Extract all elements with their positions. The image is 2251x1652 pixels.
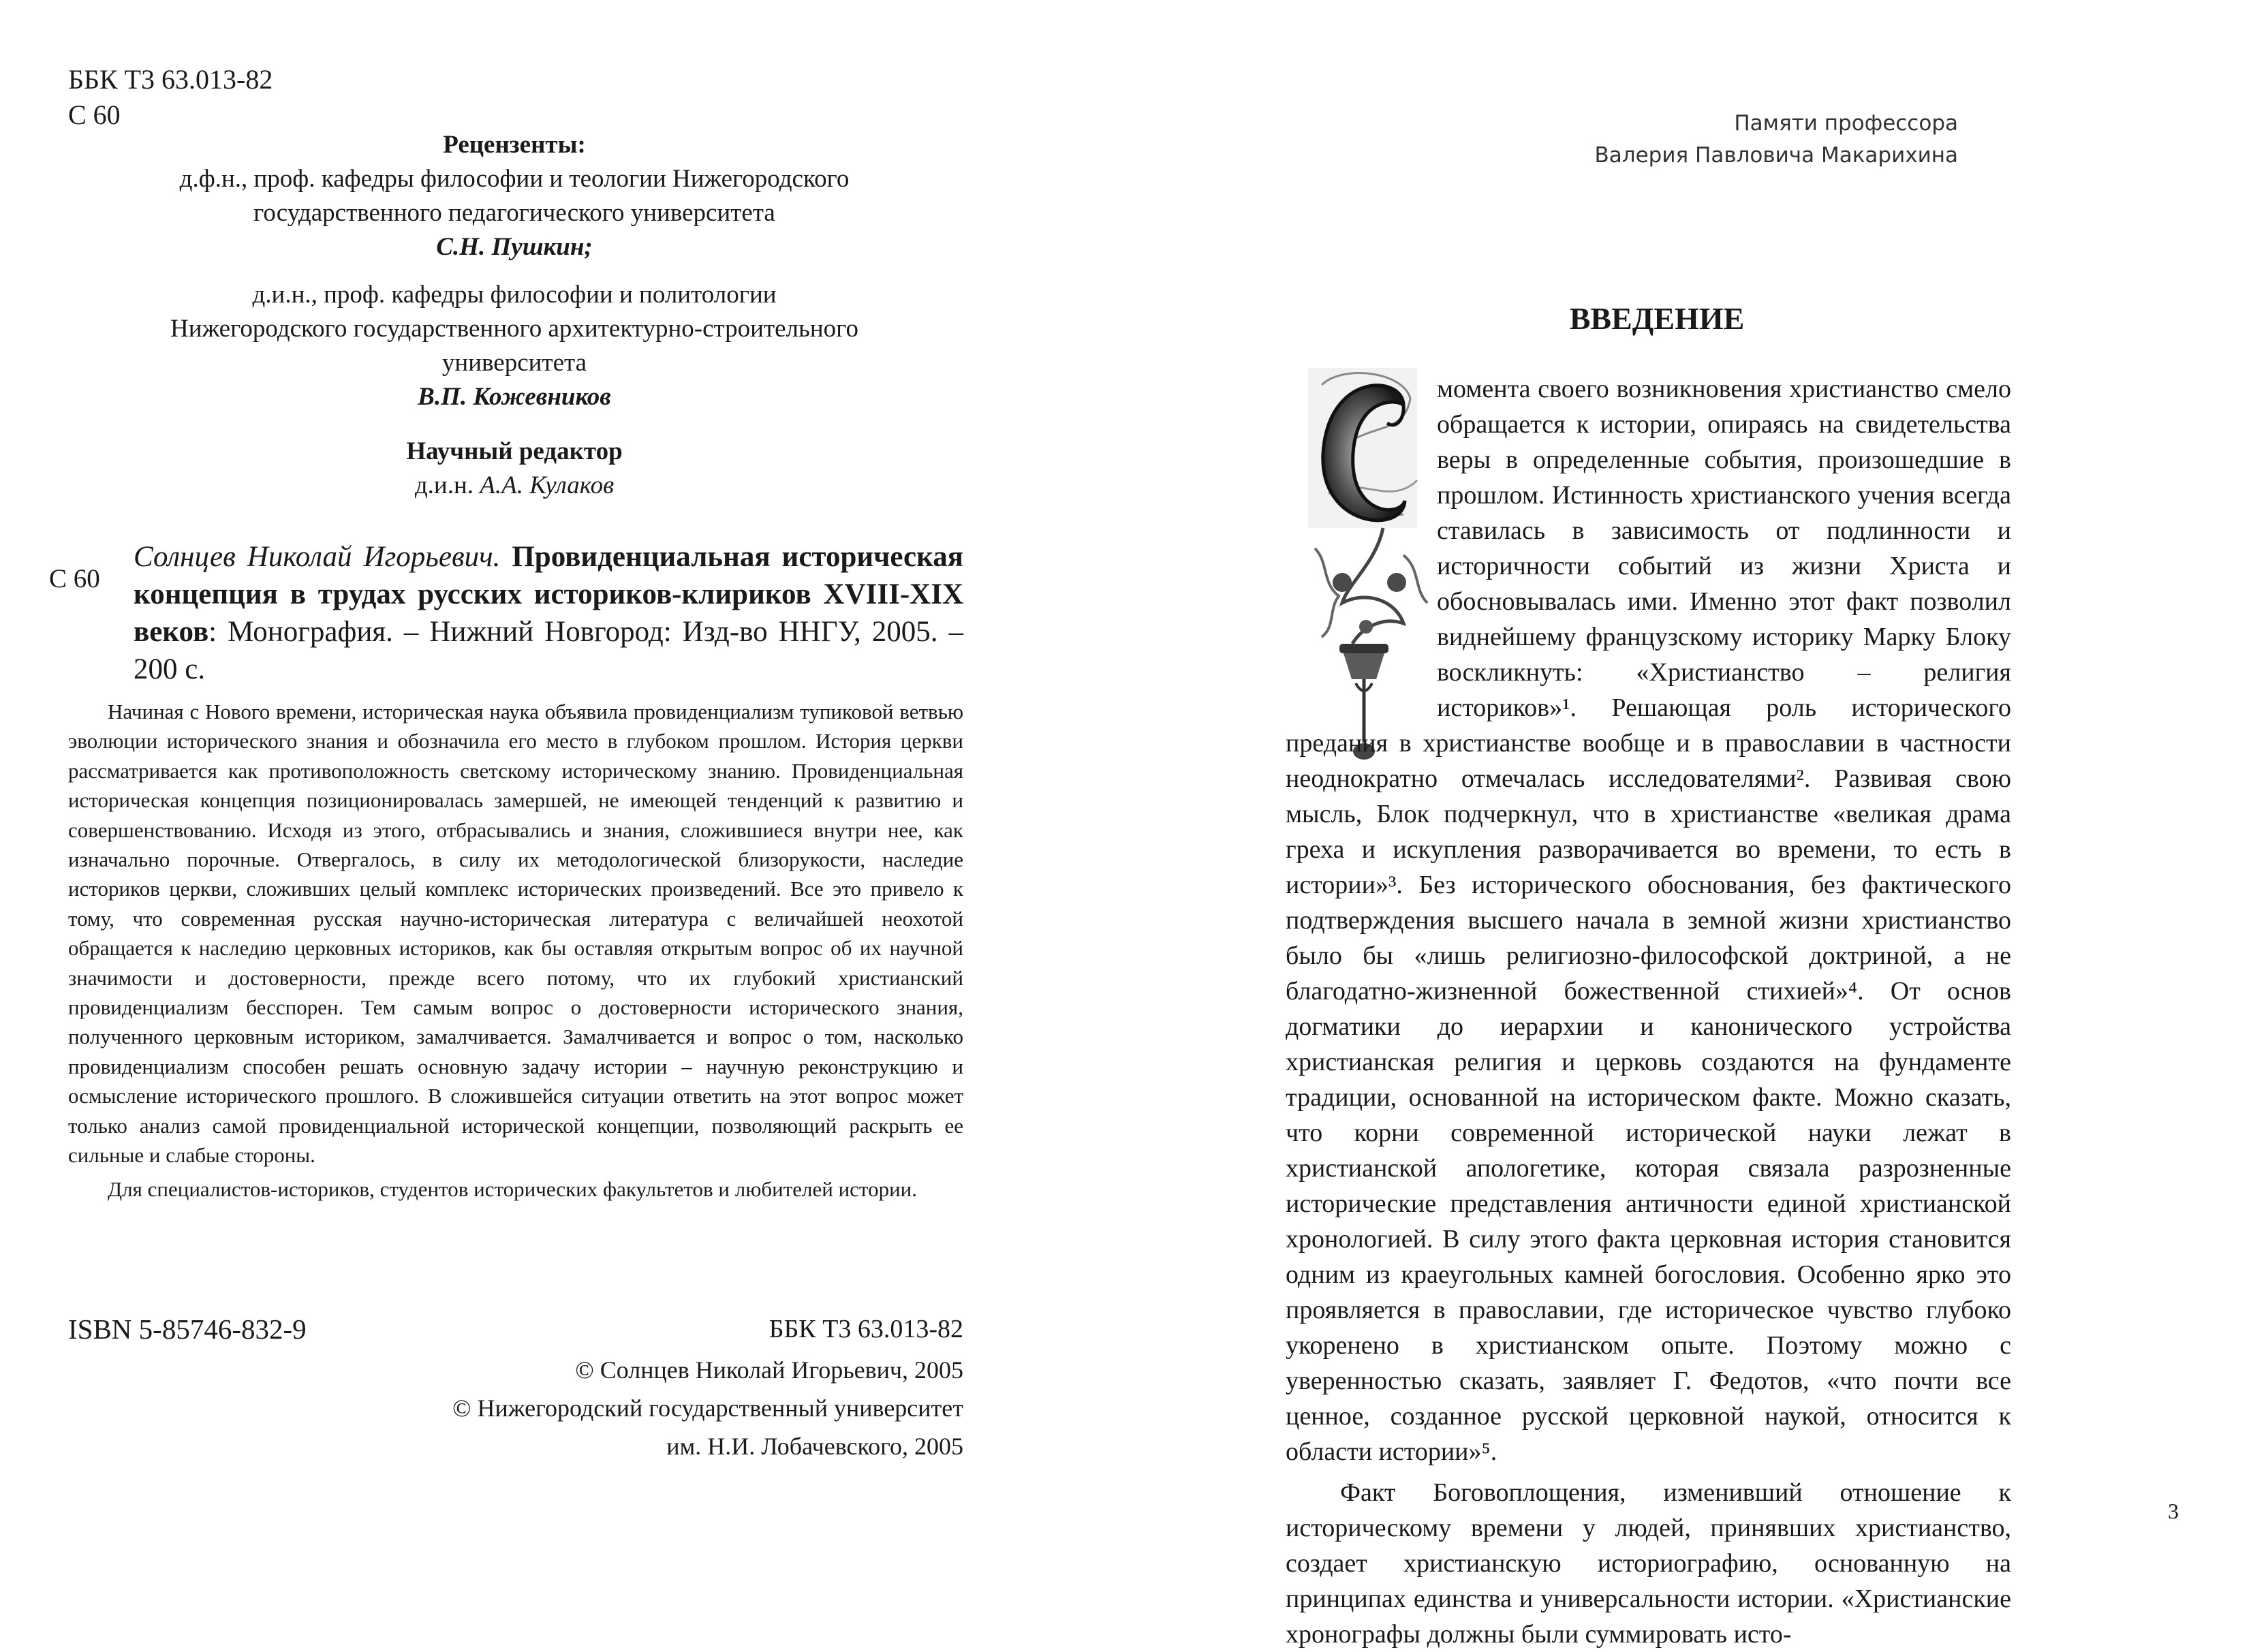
bbk-bottom: ББК Т3 63.013-82 — [769, 1315, 963, 1343]
biblio-mark: С 60 — [49, 564, 100, 593]
editor-line — [123, 469, 906, 503]
reviewer1-affiliation-line2: государственного педагогического университета — [253, 199, 775, 227]
reviewer2-affiliation-line1: д.и.н., проф. кафедры философии и политологии — [252, 281, 777, 309]
isbn: ISBN 5-85746-832-9 — [68, 1313, 307, 1345]
left-page — [0, 0, 1126, 1596]
paragraph-1: момента своего возникновения христианство смело обращается к истории, опираясь на свидетельства веры в определенные события, произошедшие в прошлом. Истинность христианского учения всегда ставилась в зависимость от подлинности и историчности событий из жизни Христа и обосновывалась ими. Именно этот факт позволил виднейшему французскому историку Марку Блоку воскликнуть: «Христианство – религия историков»¹. Решающая роль исторического предания в христианстве вообще и в православии в частности неоднократно отмечалась исследователями². Развивая свою мысль, Блок подчеркнул, что в христианстве «великая драма греха и искупления разворачивается во времени, то есть в истории»³. Без исторического обоснования, без фактического подтверждения высшего начала в земной жизни христианство было бы «лишь религиозно-философской доктриной, а не благодатно-жизненной божественной стихией»⁴. От основ догматики до иерархии и канонического устройства христианская религия и церковь создаются на фундаменте традиции, основанной на историческом факте. Можно сказать, что корни современной исторической науки лежат в христианской апологетике, которая связала разрозненные исторические представления античности единой христианской хронологией. В силу этого факта церковная история становится одним из краеугольных камней богословия. Особенно ярко это проявляется в православии, где историческое чувство глубоко укоренено в христианском опыте. Поэтому можно с уверенностью сказать, заявляет Г. Федотов, «что почти все ценное, созданное русской церковной наукой, относится к области истории»⁵. — [1286, 375, 2011, 1466]
reviewer1-name: С.Н. Пушкин; — [436, 233, 593, 261]
annotation — [68, 697, 963, 1204]
drop-cap-space — [1286, 371, 1437, 717]
editor-degree: д.и.н. — [414, 471, 474, 499]
bibliographic-record — [134, 538, 963, 688]
author-mark: С 60 — [68, 99, 121, 130]
editor-name: А.А. Кулаков — [480, 471, 615, 499]
bbk-code: ББК Т3 63.013-82 — [68, 64, 273, 95]
annotation-paragraph-1: Начиная с Нового времени, историческая наука объявила провиденциализм тупиковой ветвью эволюции исторического знания и обозначила его место в глубоком прошлом. История церкви рассматривается как противоположность светскому историческому знанию. Провиденциальная историческая концепция позиционировалась замершей, не имеющей тенденций к развитию и совершенствованию. Исходя из этого, отбрасывались и знания, сложившиеся внутри нее, как изначально порочные. Отвергалось, в силу их методологической близорукости, наследие историков церкви, сложивших целый комплекс исторических произведений. Все это привело к тому, что современная русская научно-историческая литература с величайшей неохотой обращается к наследию церковных историков, как бы оставляя открытым вопрос об их научной значимости и достоверности, прежде всего потому, что их глубокий христианский провиденциализм бесспорен. Тем самым вопрос о достоверности исторического знания, полученного церковным историком, замалчивается. Замалчивается и вопрос о том, насколько провиденциализм способен решать основную задачу истории – научную реконструкцию и осмысление исторического прошлого. В сложившейся ситуации ответить на этот вопрос может только анализ самой провиденциальной исторической концепции, позволяющий раскрыть ее сильные и слабые стороны. — [68, 700, 963, 1168]
dedication-line1: Памяти профессора — [1734, 111, 1958, 136]
copyright-block — [452, 1351, 963, 1465]
paragraph-2: Факт Боговоплощения, изменивший отношение к историческому времени у людей, принявших христианство, создает христианскую историографию, основанную на принципах единства и универсальности истории. «Христианские хронографы должны были суммировать исто- — [1286, 1478, 2011, 1649]
reviewer2-affiliation-line2: Нижегородского государственного архитектурно-строительного — [170, 315, 858, 343]
copyright-university: © Нижегородский государственный университет — [452, 1394, 963, 1422]
biblio-author: Солнцев Николай Игорьевич. — [134, 541, 501, 573]
reviewers-title: Рецензенты: — [443, 131, 586, 159]
reviewer2-name: В.П. Кожевников — [418, 383, 611, 411]
reviewers-block — [123, 128, 906, 503]
copyright-author: © Солнцев Николай Игорьевич, 2005 — [575, 1356, 963, 1384]
editor-title: Научный редактор — [406, 437, 623, 465]
reviewer1-affiliation-line1: д.ф.н., проф. кафедры философии и теологии Нижегородского — [179, 165, 850, 193]
biblio-publication-info: : Монография. – Нижний Новгород: Изд-во ННГУ, 2005. – 200 с. — [134, 616, 963, 685]
page-number: 3 — [2168, 1499, 2179, 1523]
biblio-title: Провиденциальная историческая концепция в трудах русских историков-клириков XVIII-XIX веков — [134, 541, 963, 648]
reviewer2-affiliation-line3: университета — [441, 349, 587, 377]
right-page — [1126, 0, 2251, 1649]
body-text — [1286, 371, 2011, 1652]
dedication — [1595, 108, 1958, 172]
annotation-paragraph-2: Для специалистов-историков, студентов исторических факультетов и любителей истории. — [108, 1176, 918, 1201]
copyright-university-name: им. Н.И. Лобачевского, 2005 — [666, 1433, 963, 1460]
chapter-heading: ВВЕДЕНИЕ — [1569, 301, 1745, 336]
dedication-line2: Валерия Павловича Макарихина — [1594, 143, 1958, 168]
